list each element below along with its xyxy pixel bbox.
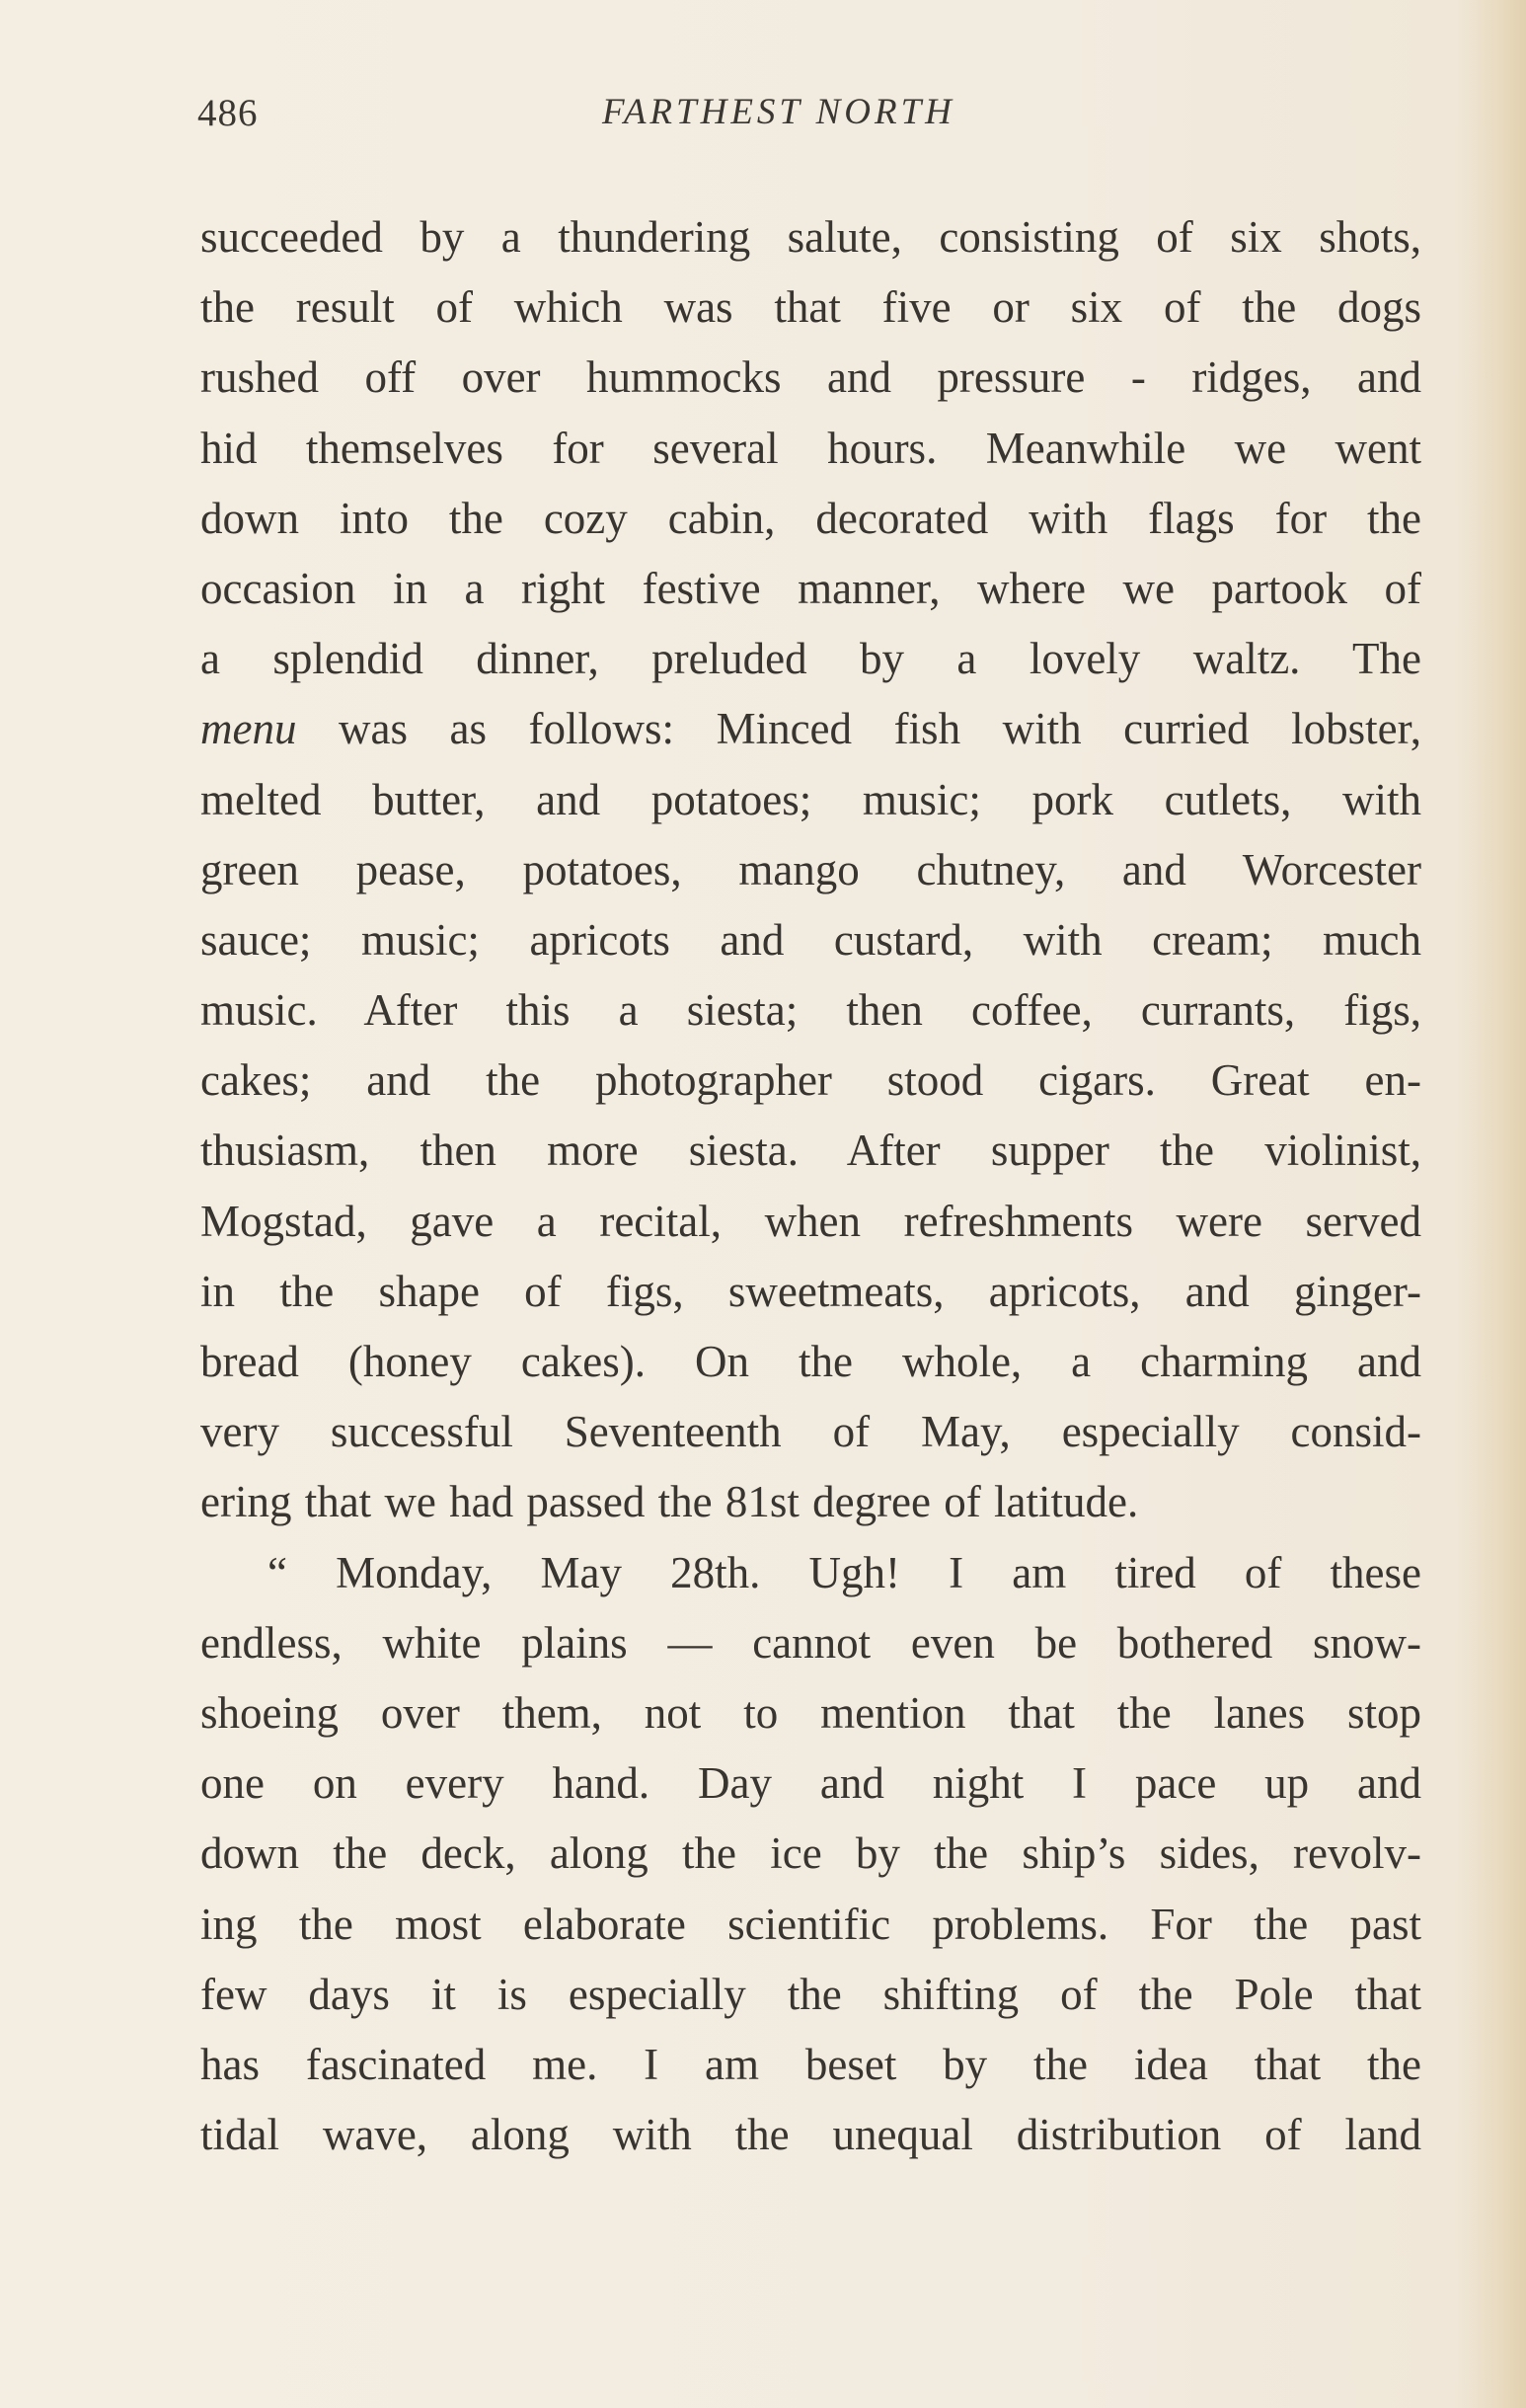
text-line: shoeing over them, not to mention that the lanes stop [200,1687,1421,1738]
text-line-rest: was as follows: Minced fish with curried lobster, [296,704,1421,754]
text-line: bread (honey cakes). On the whole, a charming and [200,1337,1421,1386]
running-title: FARTHEST NORTH [602,92,955,132]
text-line: occasion in a right festive manner, where we partook of [200,563,1421,613]
text-line: down the deck, along the ice by the ship’s sides, revolv- [200,1828,1421,1879]
text-line: the result of which was that five or six of the dogs [200,282,1421,333]
text-line: down into the cozy cabin, decorated with flags for the [200,493,1421,543]
text-line: one on every hand. Day and night I pace up and [200,1758,1421,1809]
text-line: thusiasm, then more siesta. After supper the violinist, [200,1126,1421,1176]
text-line: sauce; music; apricots and custard, with cream; much [200,914,1421,965]
text-line [200,694,1421,764]
text-line: a splendid dinner, preluded by a lovely waltz. The [200,634,1421,684]
text-line: rushed off over hummocks and pressure - ridges, and [200,352,1421,403]
text-line: music. After this a siesta; then coffee, currants, figs, [200,985,1421,1036]
text-line: few days it is especially the shifting of the Pole that [200,1969,1421,2019]
italic-word: menu [200,704,297,754]
text-line: ing the most elaborate scientific problems. For the past [200,1899,1421,1949]
text-line: succeeded by a thundering salute, consisting of six shots, [200,212,1421,262]
body-text [200,202,1421,2170]
text-line: “ Monday, May 28th. Ugh! I am tired of these [267,1547,1421,1597]
running-head [0,91,1526,150]
text-line: in the shape of figs, sweetmeats, apricots, and ginger- [200,1266,1421,1316]
text-line: cakes; and the photographer stood cigars. Great en- [200,1055,1421,1106]
text-line: Mogstad, gave a recital, when refreshments were served [200,1196,1421,1246]
text-line: green pease, potatoes, mango chutney, and Worcester [200,844,1421,894]
text-line: hid themselves for several hours. Meanwhile we went [200,423,1421,473]
page-number: 486 [197,92,259,134]
text-line: melted butter, and potatoes; music; pork cutlets, with [200,774,1421,824]
text-line: has fascinated me. I am beset by the idea that the [200,2039,1421,2089]
text-line: ering that we had passed the 81st degree of latitude. [200,1477,1139,1527]
text-line: tidal wave, along with the unequal distribution of land [200,2110,1421,2160]
text-line: endless, white plains — cannot even be bothered snow- [200,1617,1421,1668]
text-line: very successful Seventeenth of May, especially consid- [200,1407,1421,1457]
page-edge-shadow [1457,0,1526,2408]
